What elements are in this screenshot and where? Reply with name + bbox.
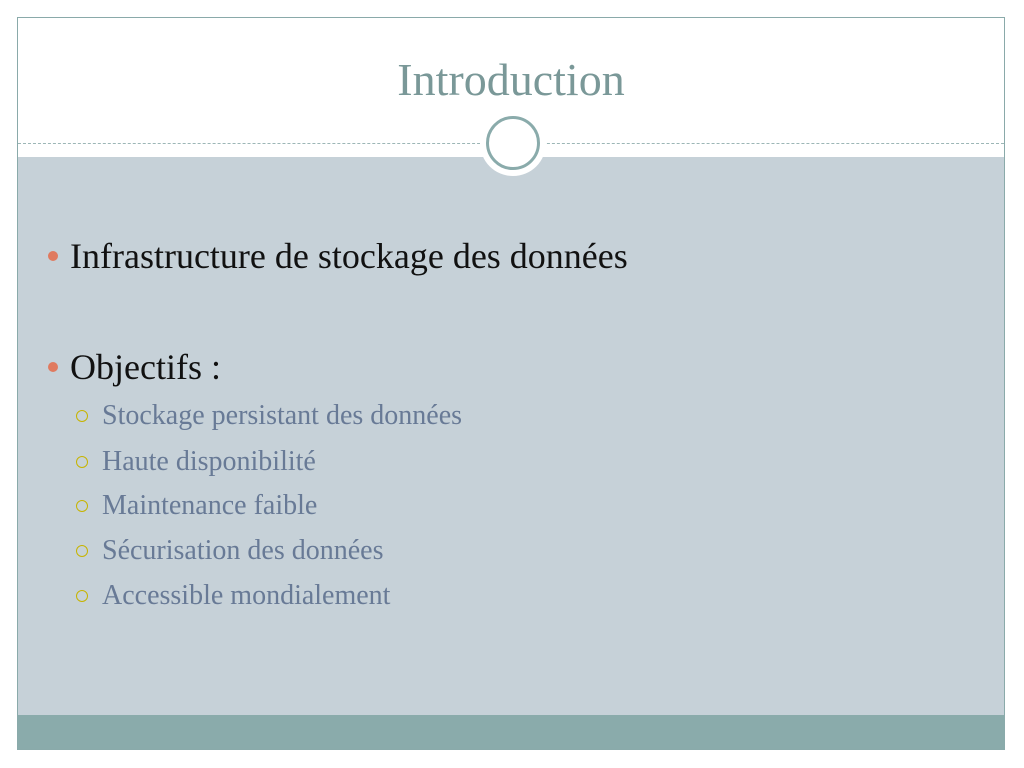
slide-title: Introduction bbox=[397, 54, 625, 105]
sub-bullet-text: Accessible mondialement bbox=[102, 580, 391, 611]
footer-band bbox=[18, 715, 1004, 749]
bullet-item bbox=[48, 345, 221, 389]
bullet-item bbox=[48, 234, 628, 278]
ring-bullet-icon bbox=[76, 590, 88, 602]
sub-bullet-text: Maintenance faible bbox=[102, 490, 318, 521]
sub-bullet-item bbox=[76, 579, 390, 613]
bullet-text: Objectifs : bbox=[70, 347, 221, 387]
ring-bullet-icon bbox=[76, 410, 88, 422]
sub-bullet-text: Sécurisation des données bbox=[102, 535, 384, 566]
sub-bullet-item bbox=[76, 534, 384, 568]
bullet-dot-icon bbox=[48, 251, 58, 261]
sub-bullet-item bbox=[76, 445, 316, 479]
ring-bullet-icon bbox=[76, 545, 88, 557]
circle-emblem-icon bbox=[486, 116, 540, 170]
slide bbox=[17, 17, 1005, 750]
sub-bullet-text: Haute disponibilité bbox=[102, 446, 316, 477]
sub-bullet-text: Stockage persistant des données bbox=[102, 400, 463, 431]
sub-bullet-item bbox=[76, 489, 317, 523]
bullet-dot-icon bbox=[48, 362, 58, 372]
ring-bullet-icon bbox=[76, 456, 88, 468]
ring-bullet-icon bbox=[76, 500, 88, 512]
sub-bullet-item bbox=[76, 399, 462, 433]
bullet-text: Infrastructure de stockage des données bbox=[70, 236, 628, 276]
